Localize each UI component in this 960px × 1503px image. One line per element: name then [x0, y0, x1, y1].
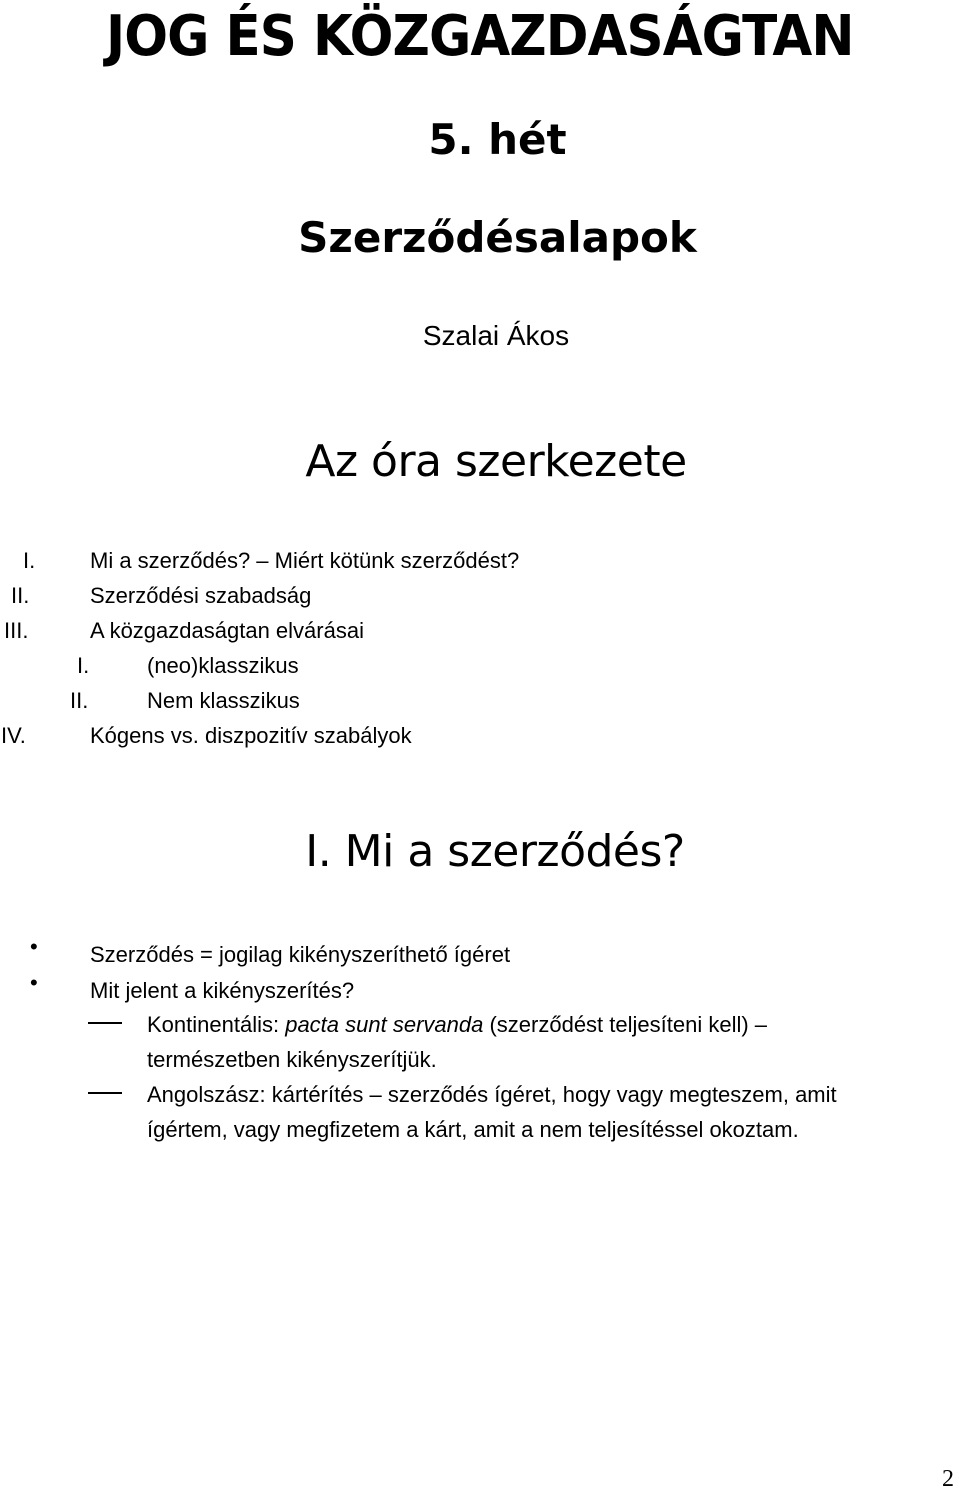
document-title: JOG ÉS KÖZGAZDASÁGTAN — [106, 4, 854, 69]
bullet-text: Mit jelent a kikényszerítés? — [90, 978, 355, 1003]
outline-subitem: (neo)klasszikus — [147, 653, 299, 678]
page-number: 2 — [942, 1466, 954, 1492]
latin-phrase: pacta sunt servanda — [285, 1012, 484, 1037]
structure-heading: Az óra szerkezete — [305, 436, 687, 487]
author-name: Szalai Ákos — [422, 320, 570, 351]
subpoint-line: természetben kikényszerítjük. — [147, 1047, 437, 1072]
outline-item: A közgazdaságtan elvárásai — [90, 618, 364, 643]
outline-number: I. — [23, 548, 36, 573]
subpoint-prefix: Kontinentális: — [147, 1012, 286, 1037]
bullet-dot: • — [30, 934, 38, 959]
subpoint-line — [147, 1012, 767, 1038]
outline-item: Szerződési szabadság — [90, 583, 312, 608]
outline-number: IV. — [1, 723, 26, 748]
outline-item: Mi a szerződés? – Miért kötünk szerződést? — [90, 548, 520, 573]
subpoint-suffix: (szerződést teljesíteni kell) – — [483, 1012, 768, 1037]
subpoint-line: ígértem, vagy megfizetem a kárt, amit a nem teljesítéssel okoztam. — [147, 1117, 799, 1142]
outline-subitem: Nem klasszikus — [147, 688, 300, 713]
outline-subnumber: II. — [70, 688, 89, 713]
outline-number: II. — [11, 583, 30, 608]
outline-subnumber: I. — [77, 653, 90, 678]
outline-number: III. — [4, 618, 29, 643]
dash-marker — [88, 1092, 122, 1094]
topic-title: Szerződésalapok — [298, 213, 697, 262]
subpoint-line: Angolszász: kártérítés – szerződés ígéret, hogy vagy megteszem, amit — [147, 1082, 837, 1107]
week-label: 5. hét — [428, 115, 567, 164]
bullet-dot: • — [30, 970, 38, 995]
outline-item: Kógens vs. diszpozitív szabályok — [90, 723, 412, 748]
dash-marker — [88, 1022, 122, 1024]
section-heading: I. Mi a szerződés? — [305, 826, 685, 877]
bullet-text: Szerződés = jogilag kikényszeríthető ígéret — [90, 942, 511, 967]
